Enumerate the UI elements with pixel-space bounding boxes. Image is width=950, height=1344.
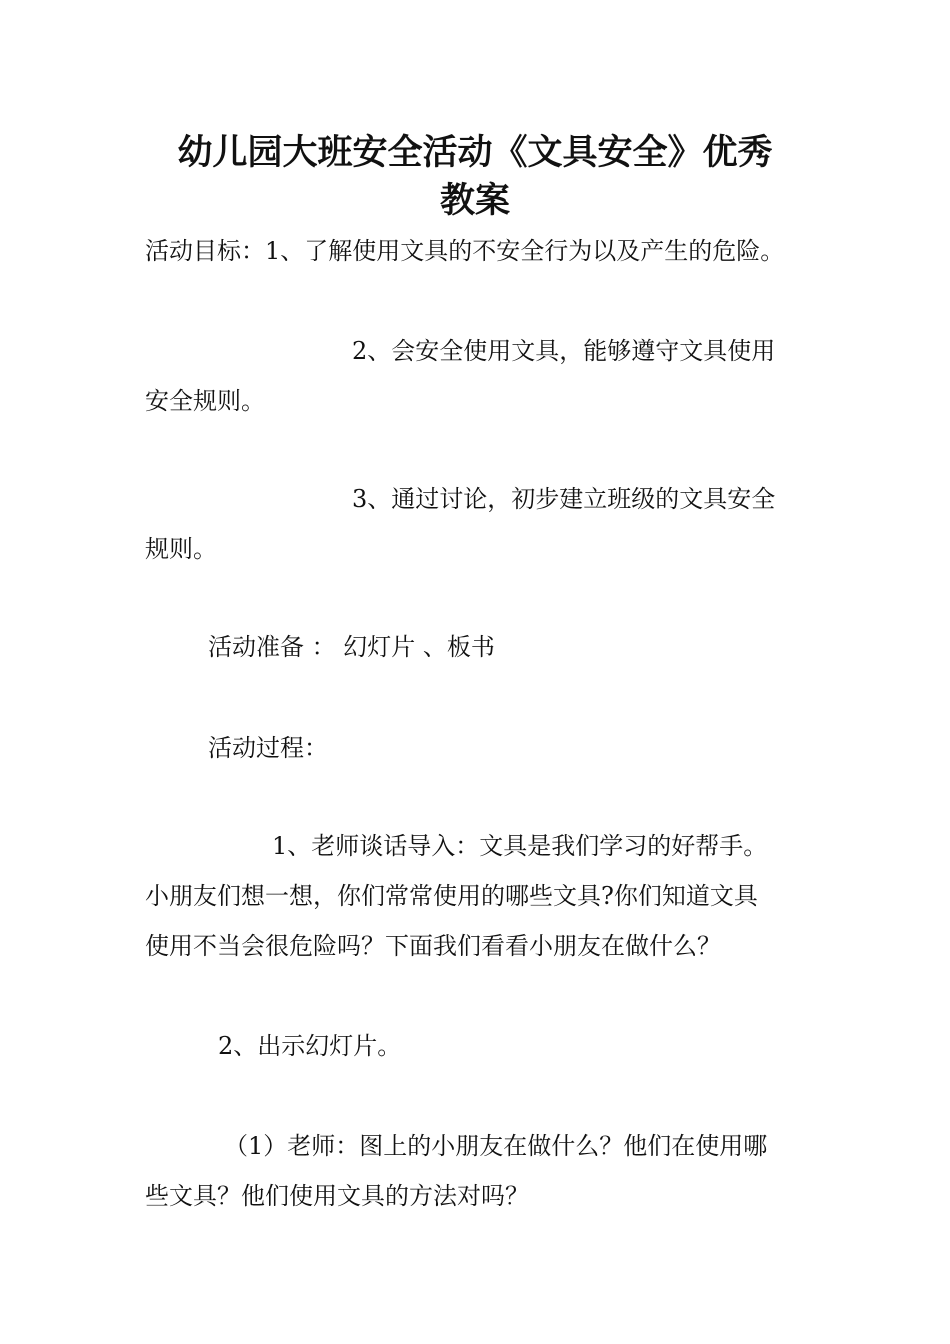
- process-step-2-1-line-2: 些文具？他们使用文具的方法对吗？: [145, 1182, 529, 1210]
- activity-goal-3-line-1: 3、通过讨论，初步建立班级的文具安全: [352, 485, 776, 513]
- process-step-1-line-3: 使用不当会很危险吗？下面我们看看小朋友在做什么？: [145, 932, 721, 960]
- activity-process-heading: 活动过程：: [208, 734, 328, 762]
- activity-goal-3-line-2: 规则。: [145, 535, 217, 563]
- activity-goal-2-line-2: 安全规则。: [145, 387, 265, 415]
- activity-goal-2-line-1: 2、会安全使用文具，能够遵守文具使用: [352, 337, 776, 365]
- process-step-1-line-1: 1、老师谈话导入：文具是我们学习的好帮手。: [272, 832, 768, 860]
- process-step-2: 2、出示幻灯片。: [218, 1032, 402, 1060]
- activity-preparation: 活动准备 ： 幻灯片 、板书: [208, 633, 495, 661]
- activity-goal-1: 活动目标：1、了解使用文具的不安全行为以及产生的危险。: [145, 237, 785, 265]
- process-step-2-1-line-1: （1）老师：图上的小朋友在做什么？他们在使用哪: [224, 1132, 768, 1160]
- document-title-line-2: 教案: [439, 181, 510, 221]
- document-title-line-1: 幼儿园大班安全活动《文具安全》优秀: [177, 133, 773, 173]
- process-step-1-line-2: 小朋友们想一想，你们常常使用的哪些文具?你们知道文具: [145, 882, 758, 910]
